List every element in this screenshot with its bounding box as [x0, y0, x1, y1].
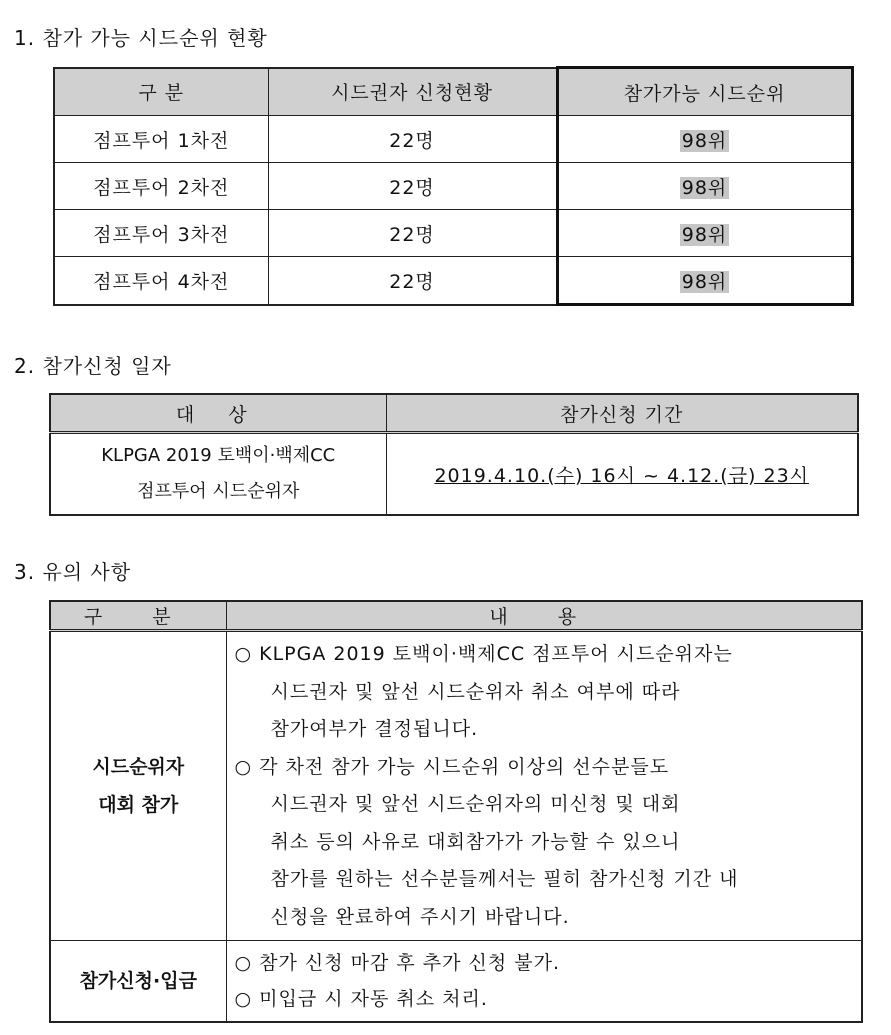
section2-title: 2. 참가신청 일자: [14, 354, 172, 378]
rank-value: 98위: [681, 129, 728, 152]
note-line: ○ 참가 신청 마감 후 추가 신청 불가.: [234, 952, 560, 974]
notes-table: [49, 600, 863, 1023]
applicants-cell: 22명: [268, 257, 557, 305]
note-line: 취소 등의 사유로 대회참가가 가능할 수 있으니: [270, 830, 681, 853]
section1-title: 1. 참가 가능 시드순위 현황: [14, 26, 268, 50]
category-label: 대회 참가: [98, 794, 179, 816]
applicants-cell: 22명: [268, 163, 557, 210]
target-line: 점프투어 시드순위자: [137, 481, 300, 502]
table-row: [54, 116, 852, 163]
rank-cell: [557, 163, 852, 210]
rank-cell: [557, 257, 852, 305]
category-label: 시드순위자: [92, 756, 185, 778]
round-cell: 점프투어 4차전: [54, 257, 268, 305]
category-cell: [50, 631, 226, 941]
round-cell: 점프투어 3차전: [54, 210, 268, 257]
table-row: [54, 163, 852, 210]
round-cell: 점프투어 1차전: [54, 116, 268, 163]
table-row: [54, 257, 852, 305]
content-cell: [226, 631, 862, 941]
header-available-rank: 참가가능 시드순위: [557, 68, 852, 116]
rank-value: 98위: [681, 223, 728, 246]
note-line: 시드권자 및 앞선 시드순위자 취소 여부에 따라: [270, 680, 681, 703]
rank-cell: [557, 210, 852, 257]
header-applicants: 시드권자 신청현황: [268, 68, 557, 116]
header-period: 참가신청 기간: [386, 394, 858, 433]
section3-title: 3. 유의 사항: [14, 560, 132, 584]
note-line: 참가여부가 결정됩니다.: [270, 718, 479, 740]
target-cell: [50, 433, 386, 516]
note-line: 신청을 완료하여 주시기 바랍니다.: [270, 905, 570, 928]
applicants-cell: 22명: [268, 210, 557, 257]
note-line: 참가를 원하는 선수분들께서는 필히 참가신청 기간 내: [270, 868, 739, 890]
category-cell: [50, 941, 226, 1023]
note-line: 시드권자 및 앞선 시드순위자의 미신청 및 대회: [270, 793, 681, 815]
note-line: ○ 각 차전 참가 가능 시드순위 이상의 선수분들도: [234, 755, 670, 778]
header-category: 구 분: [50, 601, 226, 631]
note-line: ○ 미입금 시 자동 취소 처리.: [234, 988, 488, 1010]
content-cell: [226, 941, 862, 1023]
application-period-table: [49, 393, 859, 516]
table-row: [54, 210, 852, 257]
period-text: 2019.4.10.(수) 16시 ~ 4.12.(금) 23시: [434, 464, 810, 487]
note-line: ○ KLPGA 2019 토백이·백제CC 점프투어 시드순위자는: [234, 643, 733, 665]
round-cell: 점프투어 2차전: [54, 163, 268, 210]
header-target: 대 상: [50, 394, 386, 433]
rank-value: 98위: [681, 176, 728, 199]
rank-cell: [557, 116, 852, 163]
period-cell: [386, 433, 858, 516]
applicants-cell: 22명: [268, 116, 557, 163]
header-content: 내 용: [226, 601, 862, 631]
target-line: KLPGA 2019 토백이·백제CC: [101, 445, 336, 466]
category-label: 참가신청·입금: [79, 970, 197, 992]
seed-rank-table: [53, 66, 854, 306]
header-category: 구 분: [54, 68, 268, 116]
rank-value: 98위: [681, 270, 728, 293]
